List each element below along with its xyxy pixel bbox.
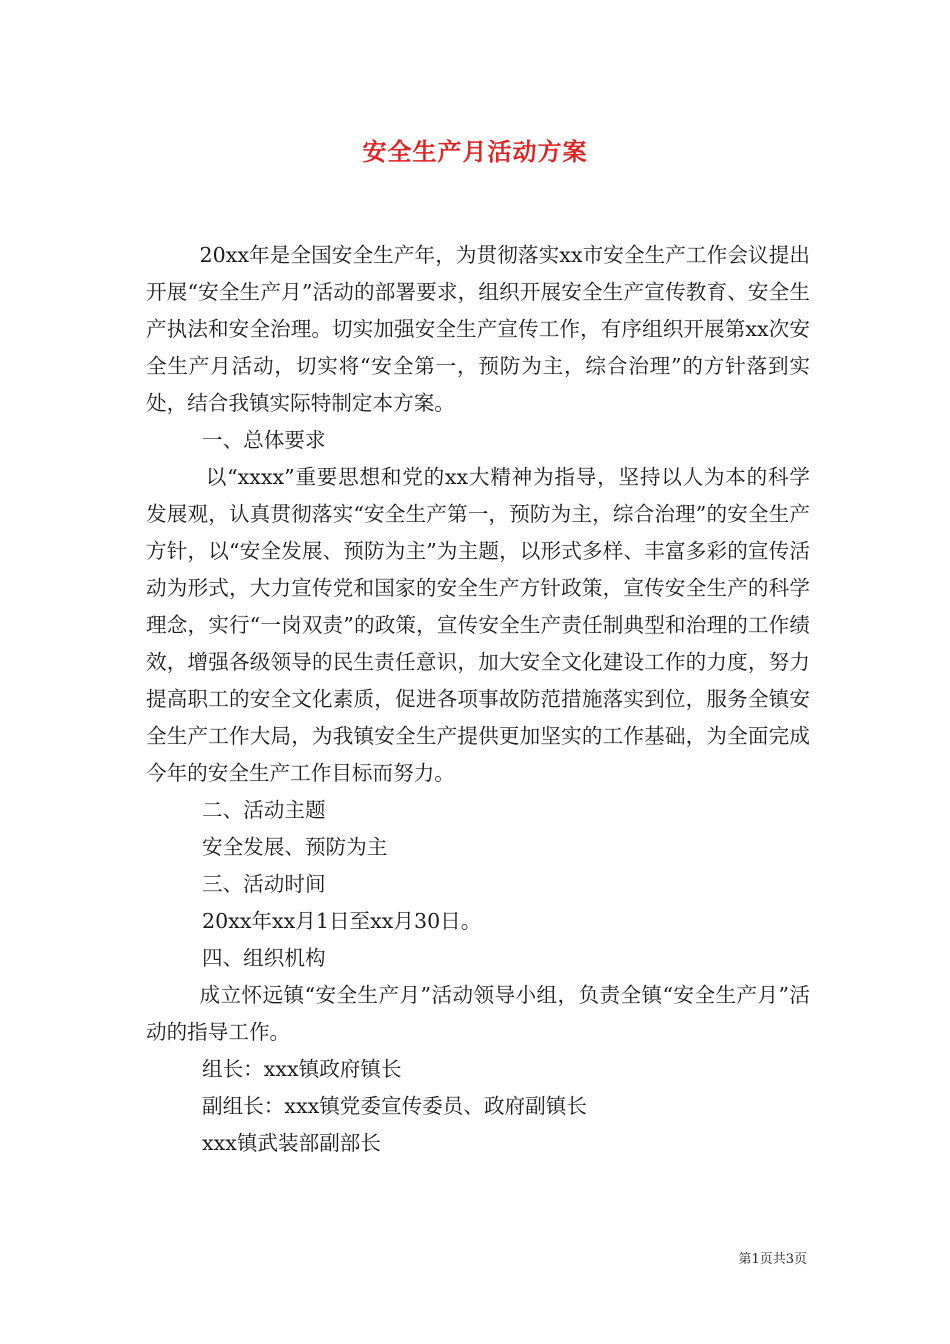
document-body	[146, 237, 810, 1162]
activity-theme-text: 安全发展、预防为主	[202, 835, 388, 859]
deputy-leader-line: 副组长：xxx镇党委宣传委员、政府副镇长	[202, 1094, 587, 1118]
activity-time-text: 20xx年xx月1日至xx月30日。	[202, 909, 482, 933]
intro-paragraph: 20xx年是全国安全生产年，为贯彻落实xx市安全生产工作会议提出开展“安全生产月”活动的部署要求，组织开展安全生产宣传教育、安全生产执法和安全治理。切实加强安全生产宣传工作，有序组织开展第xx次安全生产月活动，切实将“安全第一，预防为主，综合治理”的方针落到实处，结合我镇实际特制定本方案。	[146, 243, 810, 415]
section-heading-activity-theme: 二、活动主题	[202, 798, 326, 822]
member-line: xxx镇武装部副部长	[202, 1131, 381, 1155]
organization-paragraph: 成立怀远镇“安全生产月”活动领导小组，负责全镇“安全生产月”活动的指导工作。	[146, 983, 810, 1044]
leader-line: 组长：xxx镇政府镇长	[202, 1057, 402, 1081]
section-heading-general-requirements: 一、总体要求	[202, 428, 326, 452]
page-number-footer: 第1页共3页	[738, 1252, 807, 1267]
section-heading-activity-time: 三、活动时间	[202, 872, 326, 896]
section-heading-organization: 四、组织机构	[202, 946, 326, 970]
document-title: 安全生产月活动方案	[362, 138, 588, 166]
general-requirements-paragraph: 以“xxxx”重要思想和党的xx大精神为指导，坚持以人为本的科学发展观，认真贯彻落实“安全生产第一，预防为主，综合治理”的安全生产方针，以“安全发展、预防为主”为主题，以形式多样、丰富多彩的宣传活动为形式，大力宣传党和国家的安全生产方针政策，宣传安全生产的科学理念，实行“一岗双责”的政策，宣传安全生产责任制典型和治理的工作绩效，增强各级领导的民生责任意识，加大安全文化建设工作的力度，努力提高职工的安全文化素质，促进各项事故防范措施落实到位，服务全镇安全生产工作大局，为我镇安全生产提供更加坚实的工作基础，为全面完成今年的安全生产工作目标而努力。	[146, 465, 810, 785]
